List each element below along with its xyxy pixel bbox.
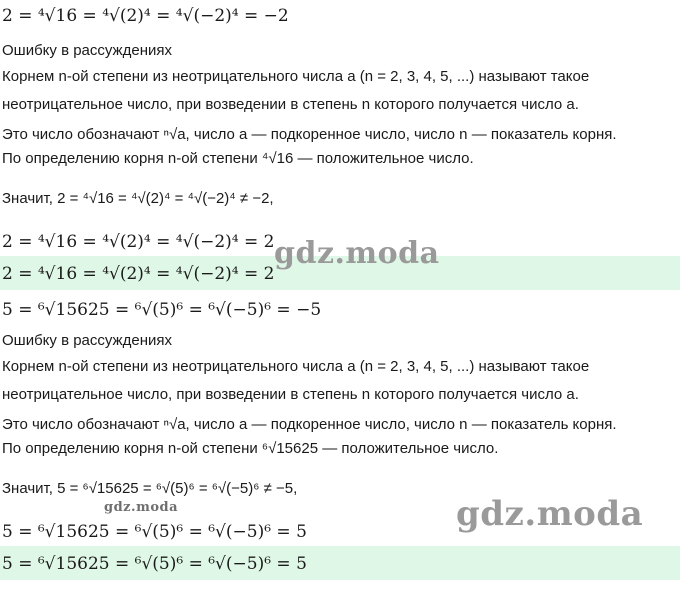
- notation-line: Это число обозначают ⁿ√a, число a — подкоренное число, число n — показатель корня.: [2, 416, 617, 433]
- notation-line: По определению корня n-ой степени ⁶√15625 — положительное число.: [2, 440, 499, 457]
- definition-line: Корнем n-ой степени из неотрицательного числа a (n = 2, 3, 4, 5, ...) называют такое: [2, 68, 590, 85]
- watermark-logo: gdz.moda: [456, 494, 644, 534]
- result-line: 5 = ⁶√15625 = ⁶√(5)⁶ = ⁶√(−5)⁶ = 5: [2, 522, 307, 542]
- watermark-logo: gdz.moda: [104, 500, 179, 515]
- definition-line: Корнем n-ой степени из неотрицательного числа a (n = 2, 3, 4, 5, ...) называют такое: [2, 358, 590, 375]
- error-label: Ошибку в рассуждениях: [2, 332, 172, 349]
- notation-line: По определению корня n-ой степени ⁴√16 — положительное число.: [2, 150, 474, 167]
- therefore-line: Значит, 5 = ⁶√15625 = ⁶√(5)⁶ = ⁶√(−5)⁶ ≠ −5,: [2, 480, 298, 497]
- result-line-highlighted: 5 = ⁶√15625 = ⁶√(5)⁶ = ⁶√(−5)⁶ = 5: [2, 554, 307, 574]
- therefore-line: Значит, 2 = ⁴√16 = ⁴√(2)⁴ = ⁴√(−2)⁴ ≠ −2,: [2, 190, 274, 207]
- definition-line: неотрицательное число, при возведении в степень n которого получается число a.: [2, 96, 579, 113]
- notation-line: Это число обозначают ⁿ√a, число a — подкоренное число, число n — показатель корня.: [2, 126, 617, 143]
- result-line-highlighted: 2 = ⁴√16 = ⁴√(2)⁴ = ⁴√(−2)⁴ = 2: [2, 264, 275, 284]
- definition-line: неотрицательное число, при возведении в степень n которого получается число a.: [2, 386, 579, 403]
- result-line: 2 = ⁴√16 = ⁴√(2)⁴ = ⁴√(−2)⁴ = 2: [2, 232, 275, 252]
- error-label: Ошибку в рассуждениях: [2, 42, 172, 59]
- equation-line: 5 = ⁶√15625 = ⁶√(5)⁶ = ⁶√(−5)⁶ = −5: [2, 300, 322, 320]
- equation-line: 2 = ⁴√16 = ⁴√(2)⁴ = ⁴√(−2)⁴ = −2: [2, 6, 289, 26]
- watermark-logo: gdz.moda: [274, 236, 440, 271]
